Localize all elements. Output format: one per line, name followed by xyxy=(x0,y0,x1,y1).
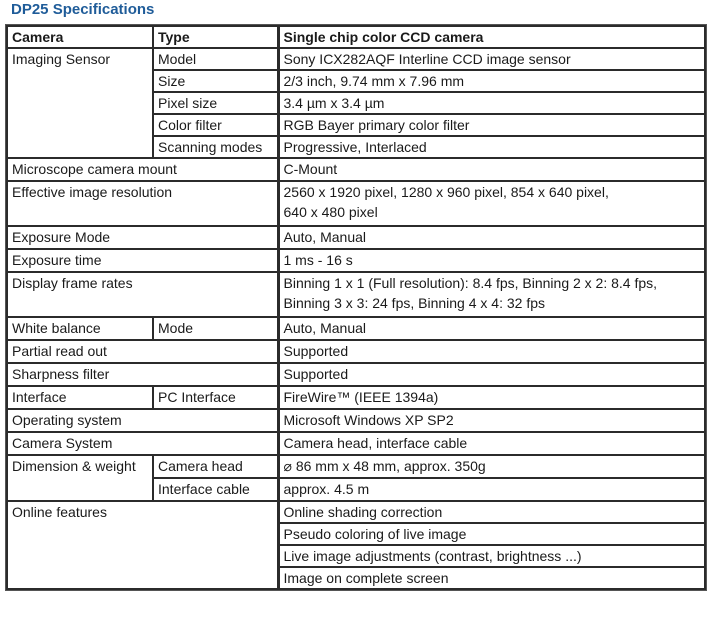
value-cell: 2/3 inch, 9.74 mm x 7.96 mm xyxy=(278,70,705,92)
type-cell: Model xyxy=(153,48,278,70)
table-row xyxy=(7,181,705,226)
row-label-dimension-weight: Dimension & weight xyxy=(7,455,153,501)
value-line: 640 x 480 pixel xyxy=(283,204,378,220)
type-cell: Pixel size xyxy=(153,92,278,114)
table-row xyxy=(7,501,705,523)
value-line: Binning 1 x 1 (Full resolution): 8.4 fps, Binning 2 x 2: 8.4 fps, xyxy=(283,275,658,291)
type-cell: PC Interface xyxy=(153,386,278,409)
value-cell: Supported xyxy=(278,340,705,363)
row-label-display-frame-rates: Display frame rates xyxy=(7,272,278,317)
feature-item: Online shading correction xyxy=(278,501,705,523)
row-label-interface: Interface xyxy=(7,386,153,409)
type-cell: Interface cable xyxy=(153,478,278,501)
table-row xyxy=(7,158,705,181)
value-line: 2560 x 1920 pixel, 1280 x 960 pixel, 854 x 640 pixel, xyxy=(283,184,609,200)
table-row xyxy=(7,386,705,409)
row-label-exposure-time: Exposure time xyxy=(7,249,278,272)
feature-item: Live image adjustments (contrast, brightness ...) xyxy=(278,545,705,567)
value-cell: Camera head, interface cable xyxy=(278,432,705,455)
page-title: DP25 Specifications xyxy=(11,1,155,18)
value-cell: FireWire™ (IEEE 1394a) xyxy=(278,386,705,409)
row-label-effective-resolution: Effective image resolution xyxy=(7,181,278,226)
value-cell: Auto, Manual xyxy=(278,317,705,340)
table-row xyxy=(7,340,705,363)
row-label-operating-system: Operating system xyxy=(7,409,278,432)
value-cell: Sony ICX282AQF Interline CCD image sensor xyxy=(278,48,705,70)
value-cell: Microsoft Windows XP SP2 xyxy=(278,409,705,432)
value-cell: 1 ms - 16 s xyxy=(278,249,705,272)
header-camera: Camera xyxy=(7,26,153,48)
table-row xyxy=(7,249,705,272)
table-row xyxy=(7,48,705,70)
row-label-partial-read-out: Partial read out xyxy=(7,340,278,363)
row-label-imaging-sensor: Imaging Sensor xyxy=(7,48,153,158)
type-cell: Mode xyxy=(153,317,278,340)
specifications-table xyxy=(6,25,706,590)
type-cell: Size xyxy=(153,70,278,92)
table-row xyxy=(7,409,705,432)
value-cell: Supported xyxy=(278,363,705,386)
row-label-sharpness-filter: Sharpness filter xyxy=(7,363,278,386)
type-cell: Color filter xyxy=(153,114,278,136)
table-row xyxy=(7,272,705,317)
value-cell xyxy=(278,272,705,317)
type-cell: Camera head xyxy=(153,455,278,478)
table-row xyxy=(7,226,705,249)
feature-item: Image on complete screen xyxy=(278,567,705,589)
row-label-white-balance: White balance xyxy=(7,317,153,340)
table-row xyxy=(7,455,705,478)
row-label-online-features: Online features xyxy=(7,501,278,589)
row-label-camera-system: Camera System xyxy=(7,432,278,455)
row-label-exposure-mode: Exposure Mode xyxy=(7,226,278,249)
row-label-microscope-mount: Microscope camera mount xyxy=(7,158,278,181)
value-cell: approx. 4.5 m xyxy=(278,478,705,501)
value-cell: C-Mount xyxy=(278,158,705,181)
value-cell: Auto, Manual xyxy=(278,226,705,249)
value-cell: ⌀ 86 mm x 48 mm, approx. 350g xyxy=(278,455,705,478)
value-cell: Progressive, Interlaced xyxy=(278,136,705,158)
table-row xyxy=(7,317,705,340)
table-header-row xyxy=(7,26,705,48)
value-cell xyxy=(278,181,705,226)
table-row xyxy=(7,432,705,455)
feature-item: Pseudo coloring of live image xyxy=(278,523,705,545)
value-cell: RGB Bayer primary color filter xyxy=(278,114,705,136)
header-type: Type xyxy=(153,26,278,48)
value-line: Binning 3 x 3: 24 fps, Binning 4 x 4: 32 fps xyxy=(283,295,546,311)
table-row xyxy=(7,363,705,386)
value-cell: 3.4 µm x 3.4 µm xyxy=(278,92,705,114)
header-description: Single chip color CCD camera xyxy=(278,26,705,48)
type-cell: Scanning modes xyxy=(153,136,278,158)
